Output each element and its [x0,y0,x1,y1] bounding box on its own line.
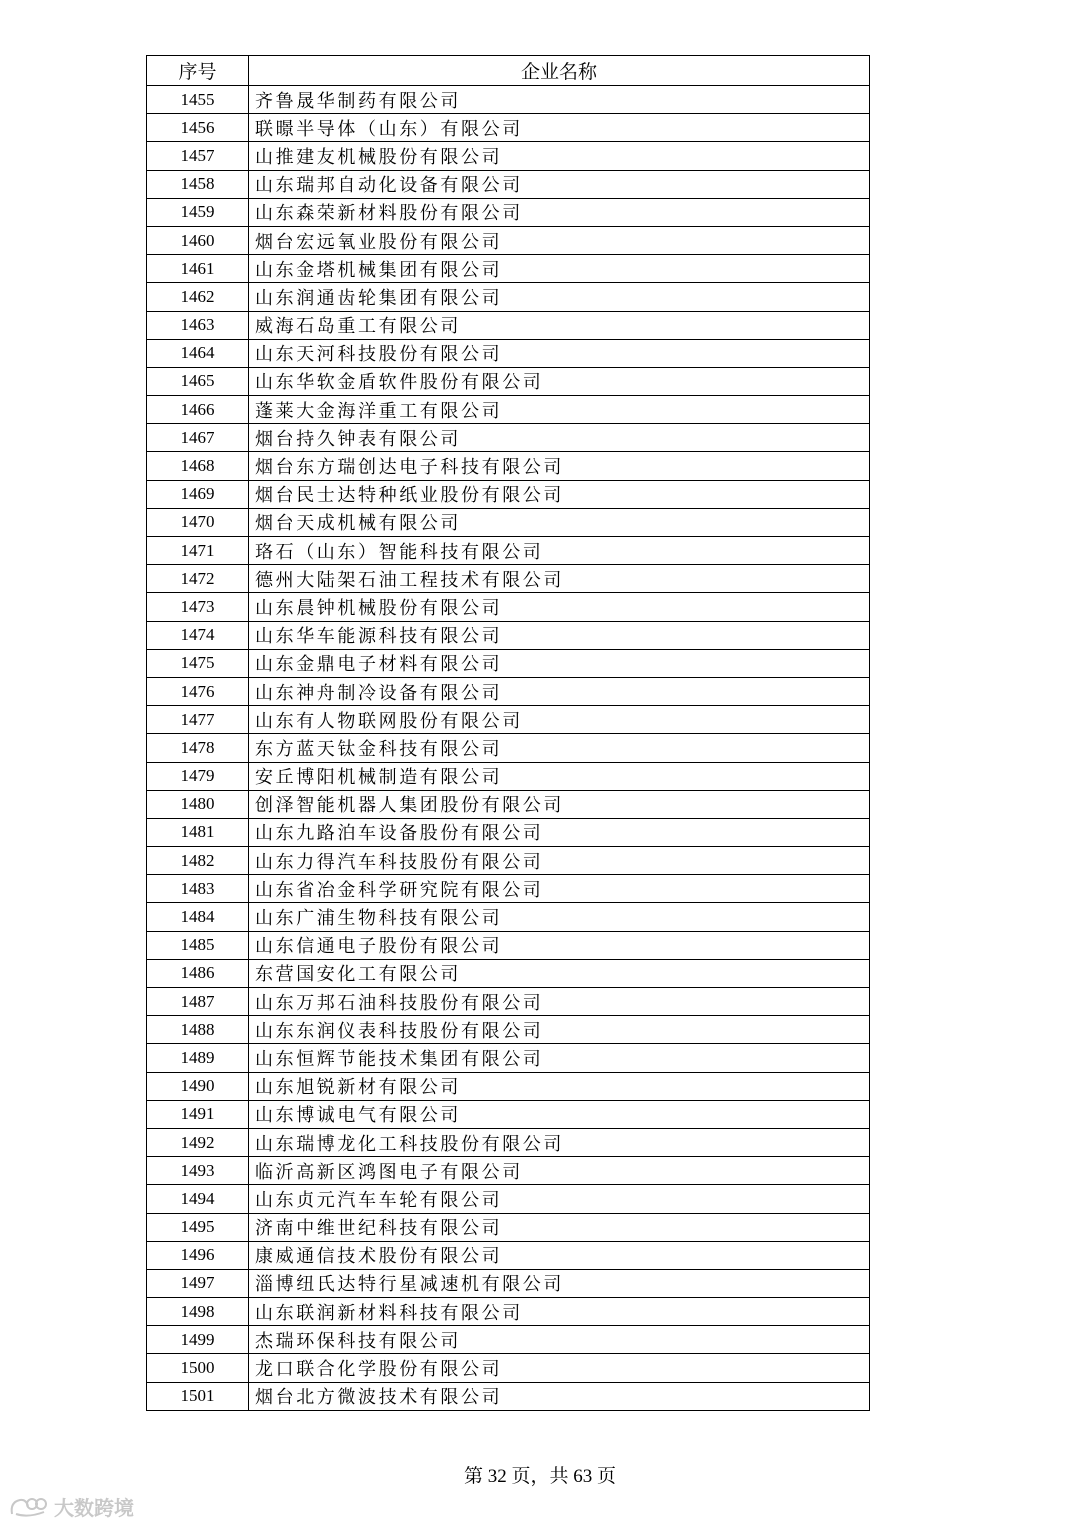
row-company-name: 山东森荣新材料股份有限公司 [249,198,870,226]
table-row [147,903,870,931]
row-company-name: 东营国安化工有限公司 [249,959,870,987]
row-company-name: 山东华软金盾软件股份有限公司 [249,367,870,395]
row-serial-number: 1457 [147,142,249,170]
row-company-name: 山东省冶金科学研究院有限公司 [249,875,870,903]
row-serial-number: 1501 [147,1382,249,1410]
row-serial-number: 1488 [147,1016,249,1044]
table-row [147,706,870,734]
table-row [147,875,870,903]
row-serial-number: 1465 [147,367,249,395]
header-serial-number: 序号 [147,56,249,86]
row-company-name: 山东东润仪表科技股份有限公司 [249,1016,870,1044]
table-row [147,621,870,649]
row-serial-number: 1497 [147,1269,249,1297]
row-company-name: 烟台东方瑞创达电子科技有限公司 [249,452,870,480]
brand-logo-icon [8,1494,48,1520]
row-company-name: 烟台天成机械有限公司 [249,508,870,536]
row-company-name: 山东力得汽车科技股份有限公司 [249,847,870,875]
row-serial-number: 1500 [147,1354,249,1382]
row-company-name: 山东联润新材料科技有限公司 [249,1298,870,1326]
row-serial-number: 1460 [147,226,249,254]
table-row [147,565,870,593]
row-serial-number: 1462 [147,283,249,311]
row-serial-number: 1473 [147,593,249,621]
table-row [147,367,870,395]
row-company-name: 山东信通电子股份有限公司 [249,931,870,959]
table-row [147,931,870,959]
row-company-name: 淄博纽氏达特行星减速机有限公司 [249,1269,870,1297]
row-company-name: 山东有人物联网股份有限公司 [249,706,870,734]
row-company-name: 山东天河科技股份有限公司 [249,339,870,367]
row-company-name: 龙口联合化学股份有限公司 [249,1354,870,1382]
table-row [147,959,870,987]
table-row [147,1044,870,1072]
row-company-name: 山东神舟制冷设备有限公司 [249,677,870,705]
row-serial-number: 1489 [147,1044,249,1072]
row-company-name: 山东博诚电气有限公司 [249,1100,870,1128]
table-row [147,424,870,452]
row-serial-number: 1468 [147,452,249,480]
table-row [147,1241,870,1269]
table-row [147,255,870,283]
row-company-name: 济南中维世纪科技有限公司 [249,1213,870,1241]
table-row [147,734,870,762]
table-row [147,762,870,790]
row-serial-number: 1459 [147,198,249,226]
table-row [147,1128,870,1156]
table-row [147,847,870,875]
table-row [147,1298,870,1326]
row-serial-number: 1476 [147,677,249,705]
row-serial-number: 1496 [147,1241,249,1269]
row-company-name: 烟台持久钟表有限公司 [249,424,870,452]
table-row [147,170,870,198]
row-serial-number: 1458 [147,170,249,198]
row-serial-number: 1464 [147,339,249,367]
table-row [147,1185,870,1213]
row-company-name: 东方蓝天钛金科技有限公司 [249,734,870,762]
row-serial-number: 1494 [147,1185,249,1213]
row-serial-number: 1463 [147,311,249,339]
table-row [147,396,870,424]
row-serial-number: 1498 [147,1298,249,1326]
row-serial-number: 1455 [147,86,249,114]
row-company-name: 烟台民士达特种纸业股份有限公司 [249,480,870,508]
row-serial-number: 1490 [147,1072,249,1100]
row-company-name: 山东万邦石油科技股份有限公司 [249,988,870,1016]
row-serial-number: 1484 [147,903,249,931]
row-company-name: 齐鲁晟华制药有限公司 [249,86,870,114]
table-row [147,508,870,536]
table-row [147,1326,870,1354]
row-serial-number: 1466 [147,396,249,424]
row-company-name: 安丘博阳机械制造有限公司 [249,762,870,790]
table-row [147,311,870,339]
row-company-name: 联暻半导体（山东）有限公司 [249,114,870,142]
row-serial-number: 1480 [147,790,249,818]
table-row [147,283,870,311]
table-row [147,142,870,170]
row-company-name: 珞石（山东）智能科技有限公司 [249,537,870,565]
table-row [147,988,870,1016]
table-row [147,480,870,508]
row-serial-number: 1485 [147,931,249,959]
row-company-name: 德州大陆架石油工程技术有限公司 [249,565,870,593]
row-serial-number: 1499 [147,1326,249,1354]
row-serial-number: 1475 [147,649,249,677]
row-serial-number: 1467 [147,424,249,452]
table-row [147,114,870,142]
row-serial-number: 1483 [147,875,249,903]
row-serial-number: 1470 [147,508,249,536]
row-company-name: 山东恒辉节能技术集团有限公司 [249,1044,870,1072]
row-serial-number: 1479 [147,762,249,790]
table-row [147,1100,870,1128]
table-row [147,86,870,114]
table-row [147,1016,870,1044]
row-serial-number: 1482 [147,847,249,875]
row-company-name: 山东金鼎电子材料有限公司 [249,649,870,677]
row-serial-number: 1492 [147,1128,249,1156]
watermark-text: 大数跨境 [54,1496,134,1520]
table-row [147,452,870,480]
row-company-name: 山东金塔机械集团有限公司 [249,255,870,283]
row-company-name: 威海石岛重工有限公司 [249,311,870,339]
table-row [147,198,870,226]
row-serial-number: 1486 [147,959,249,987]
company-table [146,55,870,1411]
row-company-name: 山东旭锐新材有限公司 [249,1072,870,1100]
row-company-name: 山东晨钟机械股份有限公司 [249,593,870,621]
table-row [147,1157,870,1185]
table-row [147,1213,870,1241]
row-company-name: 蓬莱大金海洋重工有限公司 [249,396,870,424]
table-row [147,593,870,621]
row-serial-number: 1487 [147,988,249,1016]
page-number: 第 32 页，共 63 页 [463,1466,616,1487]
row-company-name: 临沂高新区鸿图电子有限公司 [249,1157,870,1185]
row-company-name: 山东华车能源科技有限公司 [249,621,870,649]
row-company-name: 杰瑞环保科技有限公司 [249,1326,870,1354]
table-row [147,1269,870,1297]
table-row [147,790,870,818]
row-serial-number: 1469 [147,480,249,508]
table-row [147,1382,870,1410]
row-company-name: 康威通信技术股份有限公司 [249,1241,870,1269]
row-serial-number: 1472 [147,565,249,593]
row-serial-number: 1491 [147,1100,249,1128]
table-row [147,818,870,846]
table-header-row [147,56,870,86]
row-serial-number: 1495 [147,1213,249,1241]
row-company-name: 烟台北方微波技术有限公司 [249,1382,870,1410]
table-row [147,339,870,367]
row-serial-number: 1478 [147,734,249,762]
header-company-name: 企业名称 [249,56,870,86]
row-serial-number: 1474 [147,621,249,649]
row-company-name: 烟台宏远氧业股份有限公司 [249,226,870,254]
table-row [147,226,870,254]
watermark [8,1492,134,1521]
row-company-name: 山东润通齿轮集团有限公司 [249,283,870,311]
row-company-name: 山东瑞博龙化工科技股份有限公司 [249,1128,870,1156]
row-serial-number: 1481 [147,818,249,846]
table-row [147,649,870,677]
table-row [147,537,870,565]
row-company-name: 山东瑞邦自动化设备有限公司 [249,170,870,198]
row-serial-number: 1456 [147,114,249,142]
row-serial-number: 1471 [147,537,249,565]
row-serial-number: 1477 [147,706,249,734]
table-row [147,1072,870,1100]
row-serial-number: 1461 [147,255,249,283]
table-body [147,86,870,1411]
row-company-name: 创泽智能机器人集团股份有限公司 [249,790,870,818]
row-company-name: 山推建友机械股份有限公司 [249,142,870,170]
row-company-name: 山东贞元汽车车轮有限公司 [249,1185,870,1213]
row-serial-number: 1493 [147,1157,249,1185]
table-row [147,677,870,705]
row-company-name: 山东广浦生物科技有限公司 [249,903,870,931]
row-company-name: 山东九路泊车设备股份有限公司 [249,818,870,846]
table-row [147,1354,870,1382]
